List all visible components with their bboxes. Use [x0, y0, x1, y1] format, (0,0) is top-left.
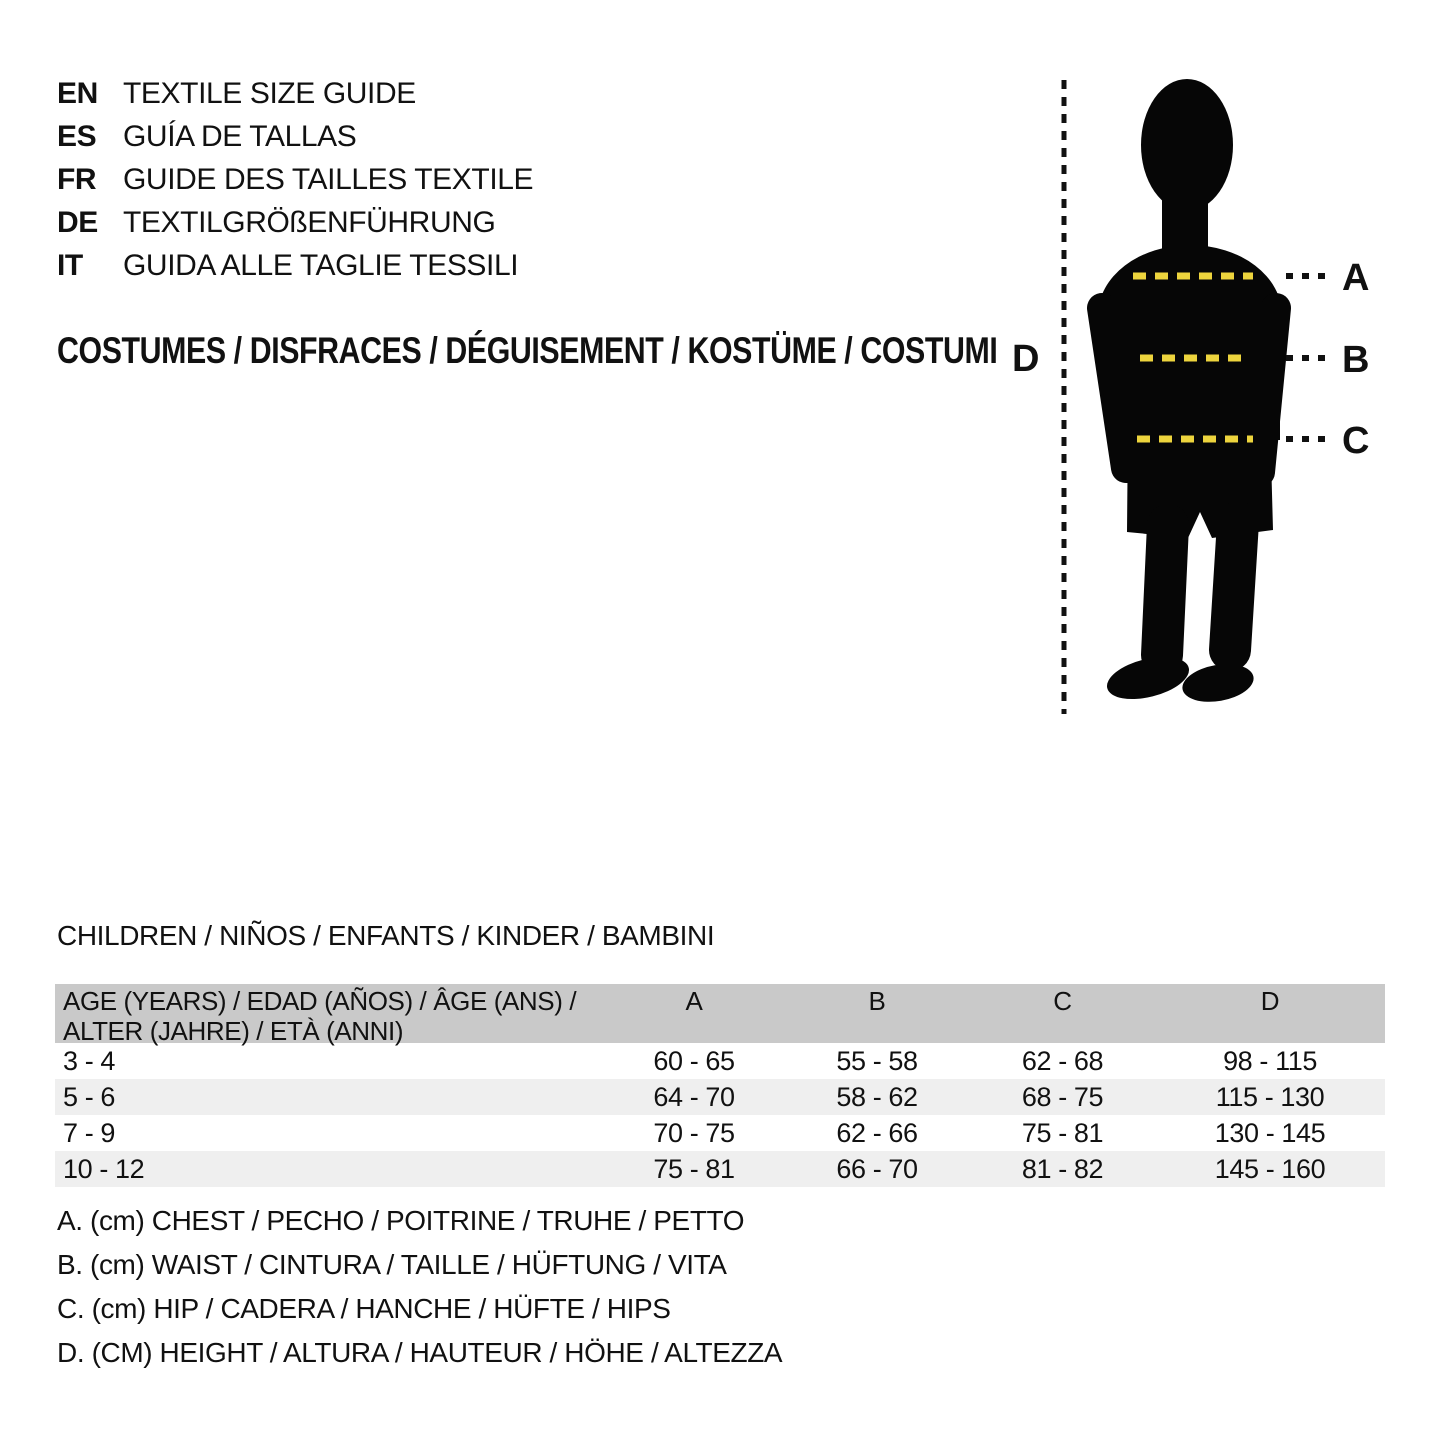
label-chest-a: A [1342, 257, 1370, 299]
header-age-line-1: AGE (YEARS) / EDAD (AÑOS) / ÂGE (ANS) / [63, 986, 577, 1016]
language-label: GUIDA ALLE TAGLIE TESSILI [123, 248, 519, 282]
language-list [57, 72, 533, 287]
legend-height: D. (CM) HEIGHT / ALTURA / HAUTEUR / HÖHE / ALTEZZA [57, 1337, 783, 1368]
language-row-de [57, 201, 533, 244]
header-col-a: A [685, 986, 703, 1016]
language-row-en [57, 72, 533, 115]
height-cell: 145 - 160 [1214, 1154, 1326, 1184]
measurement-figure [990, 60, 1445, 740]
measurement-legend [57, 1199, 782, 1375]
header-col-d: D [1260, 986, 1280, 1016]
hip-cell: 68 - 75 [1021, 1082, 1104, 1112]
waist-cell: 55 - 58 [836, 1046, 918, 1076]
language-code: IT [57, 248, 83, 282]
hip-cell: 81 - 82 [1021, 1154, 1104, 1184]
hip-cell: 75 - 81 [1021, 1118, 1104, 1148]
chest-cell: 70 - 75 [653, 1118, 735, 1148]
language-row-it [57, 244, 533, 287]
height-cell: 130 - 145 [1214, 1118, 1326, 1148]
chest-cell: 64 - 70 [653, 1082, 735, 1112]
table-row [55, 1079, 1385, 1115]
table-row [55, 1151, 1385, 1187]
language-label: GUIDE DES TAILLES TEXTILE [123, 162, 534, 196]
label-height-d: D [1012, 338, 1040, 380]
header-col-b: B [868, 986, 886, 1016]
age-cell: 3 - 4 [63, 1046, 116, 1076]
language-row-es [57, 115, 533, 158]
category-title: COSTUMES / DISFRACES / DÉGUISEMENT / KOSTÜME / COSTUMI [57, 330, 998, 371]
chest-cell: 75 - 81 [653, 1154, 735, 1184]
header-age-line-2: ALTER (JAHRE) / ETÀ (ANNI) [63, 1016, 404, 1046]
age-cell: 10 - 12 [63, 1154, 145, 1184]
language-code: FR [57, 162, 97, 196]
height-cell: 98 - 115 [1223, 1046, 1317, 1076]
section-title-children: CHILDREN / NIÑOS / ENFANTS / KINDER / BAMBINI [57, 920, 715, 951]
language-label: TEXTILE SIZE GUIDE [123, 76, 416, 110]
waist-cell: 66 - 70 [836, 1154, 918, 1184]
legend-waist: B. (cm) WAIST / CINTURA / TAILLE / HÜFTUNG / VITA [57, 1249, 727, 1280]
age-cell: 5 - 6 [63, 1082, 116, 1112]
header-age-cell [55, 986, 604, 1046]
language-label: TEXTILGRÖßENFÜHRUNG [123, 205, 496, 239]
age-cell: 7 - 9 [63, 1118, 116, 1148]
waist-cell: 62 - 66 [836, 1118, 918, 1148]
height-cell: 115 - 130 [1215, 1082, 1325, 1112]
label-waist-b: B [1342, 339, 1370, 381]
table-row [55, 1043, 1385, 1079]
size-table [55, 984, 1385, 1187]
table-header-row [55, 984, 1385, 1046]
language-code: EN [57, 76, 98, 110]
legend-chest: A. (cm) CHEST / PECHO / POITRINE / TRUHE / PETTO [57, 1205, 745, 1236]
language-row-fr [57, 158, 533, 201]
language-code: ES [57, 119, 97, 153]
header-col-c: C [1053, 986, 1072, 1016]
hip-cell: 62 - 68 [1021, 1046, 1104, 1076]
language-code: DE [57, 205, 98, 239]
waist-cell: 58 - 62 [836, 1082, 918, 1112]
label-hip-c: C [1342, 420, 1370, 462]
child-silhouette-icon [1098, 79, 1282, 707]
language-label: GUÍA DE TALLAS [123, 119, 357, 153]
table-row [55, 1115, 1385, 1151]
chest-cell: 60 - 65 [653, 1046, 735, 1076]
legend-hip: C. (cm) HIP / CADERA / HANCHE / HÜFTE / HIPS [57, 1293, 671, 1324]
